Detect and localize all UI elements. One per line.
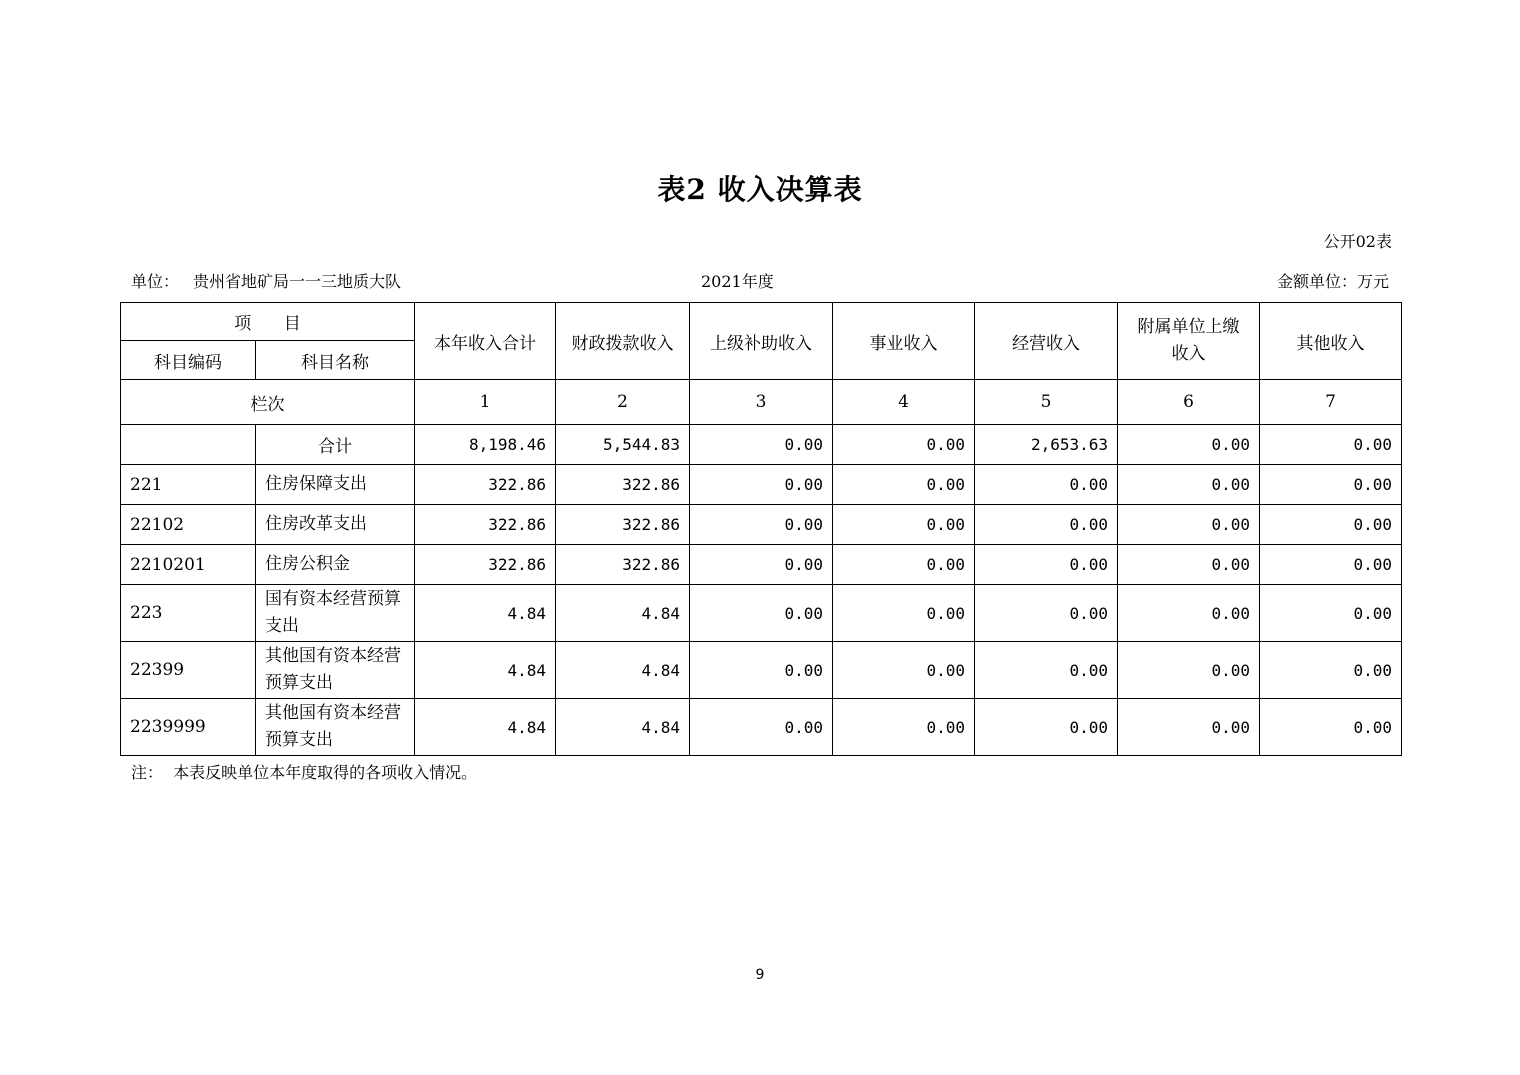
- row-value-2: 4.84: [556, 699, 690, 756]
- total-label: 合计: [256, 425, 415, 465]
- row-name-text: 其他国有资本经营预算支出: [265, 646, 401, 693]
- unit-info-row: [131, 269, 1389, 291]
- col-number-4: 4: [833, 380, 975, 425]
- fiscal-year: 2021年度: [701, 272, 774, 291]
- row-name-text: 国有资本经营预算支出: [265, 589, 401, 636]
- total-value-6: 0.00: [1118, 425, 1260, 465]
- form-number: 公开02表: [1323, 232, 1392, 251]
- row-value-7: 0.00: [1260, 585, 1402, 642]
- row-name-text: 住房保障支出: [265, 474, 367, 494]
- row-name-text: 其他国有资本经营预算支出: [265, 703, 401, 750]
- row-value-3: 0.00: [690, 585, 833, 642]
- header-col-3: 上级补助收入: [690, 303, 833, 380]
- row-name: [256, 465, 415, 505]
- table-row: [121, 505, 1402, 545]
- table-row: [121, 545, 1402, 585]
- row-code: 22102: [121, 505, 256, 545]
- amount-unit: 金额单位：万元: [1276, 272, 1389, 291]
- header-col-7: 其他收入: [1260, 303, 1402, 380]
- row-value-6: 0.00: [1118, 699, 1260, 756]
- col-number-2: 2: [556, 380, 690, 425]
- row-value-5: 0.00: [975, 642, 1118, 699]
- row-value-4: 0.00: [833, 585, 975, 642]
- header-col-5: 经营收入: [975, 303, 1118, 380]
- col-number-7: 7: [1260, 380, 1402, 425]
- row-value-4: 0.00: [833, 465, 975, 505]
- column-index-row: [121, 380, 1402, 425]
- row-value-3: 0.00: [690, 545, 833, 585]
- total-row: [121, 425, 1402, 465]
- row-value-7: 0.00: [1260, 505, 1402, 545]
- total-value-2: 5,544.83: [556, 425, 690, 465]
- row-value-1: 4.84: [415, 642, 556, 699]
- row-value-2: 322.86: [556, 465, 690, 505]
- total-value-7: 0.00: [1260, 425, 1402, 465]
- row-value-1: 4.84: [415, 585, 556, 642]
- col-number-5: 5: [975, 380, 1118, 425]
- row-value-3: 0.00: [690, 465, 833, 505]
- row-value-6: 0.00: [1118, 465, 1260, 505]
- col-number-6: 6: [1118, 380, 1260, 425]
- header-col-4: 事业收入: [833, 303, 975, 380]
- row-value-4: 0.00: [833, 545, 975, 585]
- row-value-5: 0.00: [975, 465, 1118, 505]
- row-value-6: 0.00: [1118, 545, 1260, 585]
- row-value-7: 0.00: [1260, 545, 1402, 585]
- table-row: [121, 642, 1402, 699]
- row-code: 22399: [121, 642, 256, 699]
- header-col-1: 本年收入合计: [415, 303, 556, 380]
- table-row: [121, 585, 1402, 642]
- row-name: [256, 585, 415, 642]
- row-value-5: 0.00: [975, 585, 1118, 642]
- row-value-1: 4.84: [415, 699, 556, 756]
- row-value-7: 0.00: [1260, 699, 1402, 756]
- row-index-label: 栏次: [121, 380, 415, 425]
- header-col-2: 财政拨款收入: [556, 303, 690, 380]
- row-value-6: 0.00: [1118, 585, 1260, 642]
- row-name-text: 住房公积金: [265, 554, 350, 574]
- row-name: [256, 545, 415, 585]
- row-value-4: 0.00: [833, 699, 975, 756]
- row-value-2: 322.86: [556, 545, 690, 585]
- row-value-7: 0.00: [1260, 465, 1402, 505]
- row-code: 2239999: [121, 699, 256, 756]
- row-name: [256, 699, 415, 756]
- row-value-5: 0.00: [975, 545, 1118, 585]
- unit-label: 单位：: [131, 272, 180, 291]
- total-value-5: 2,653.63: [975, 425, 1118, 465]
- income-table: [120, 302, 1402, 756]
- header-col-6: [1118, 303, 1260, 380]
- row-name-text: 住房改革支出: [265, 514, 367, 534]
- header-row-1: [121, 303, 1402, 341]
- unit-name: 贵州省地矿局一一三地质大队: [193, 272, 402, 291]
- row-value-4: 0.00: [833, 505, 975, 545]
- total-value-4: 0.00: [833, 425, 975, 465]
- page-title: 表2 收入决算表: [657, 173, 863, 206]
- col-number-3: 3: [690, 380, 833, 425]
- row-value-2: 4.84: [556, 642, 690, 699]
- row-value-2: 4.84: [556, 585, 690, 642]
- row-name: [256, 505, 415, 545]
- row-value-3: 0.00: [690, 699, 833, 756]
- row-value-5: 0.00: [975, 699, 1118, 756]
- col-number-1: 1: [415, 380, 556, 425]
- table-note: 注： 本表反映单位本年度取得的各项收入情况。: [131, 763, 478, 782]
- row-name: [256, 642, 415, 699]
- total-value-3: 0.00: [690, 425, 833, 465]
- row-value-6: 0.00: [1118, 642, 1260, 699]
- page-number: 9: [755, 967, 765, 983]
- row-value-7: 0.00: [1260, 642, 1402, 699]
- row-code: 221: [121, 465, 256, 505]
- row-value-5: 0.00: [975, 505, 1118, 545]
- table-row: [121, 699, 1402, 756]
- row-value-4: 0.00: [833, 642, 975, 699]
- table-row: [121, 465, 1402, 505]
- header-code: 科目编码: [121, 341, 256, 380]
- row-value-3: 0.00: [690, 505, 833, 545]
- row-value-6: 0.00: [1118, 505, 1260, 545]
- row-value-1: 322.86: [415, 545, 556, 585]
- row-value-1: 322.86: [415, 465, 556, 505]
- total-code: [121, 425, 256, 465]
- row-value-1: 322.86: [415, 505, 556, 545]
- row-code: 223: [121, 585, 256, 642]
- row-code: 2210201: [121, 545, 256, 585]
- row-value-2: 322.86: [556, 505, 690, 545]
- header-col-6-text: 附属单位上缴收入: [1137, 317, 1240, 364]
- header-name: 科目名称: [256, 341, 415, 380]
- total-value-1: 8,198.46: [415, 425, 556, 465]
- header-item: 项 目: [121, 303, 415, 341]
- row-value-3: 0.00: [690, 642, 833, 699]
